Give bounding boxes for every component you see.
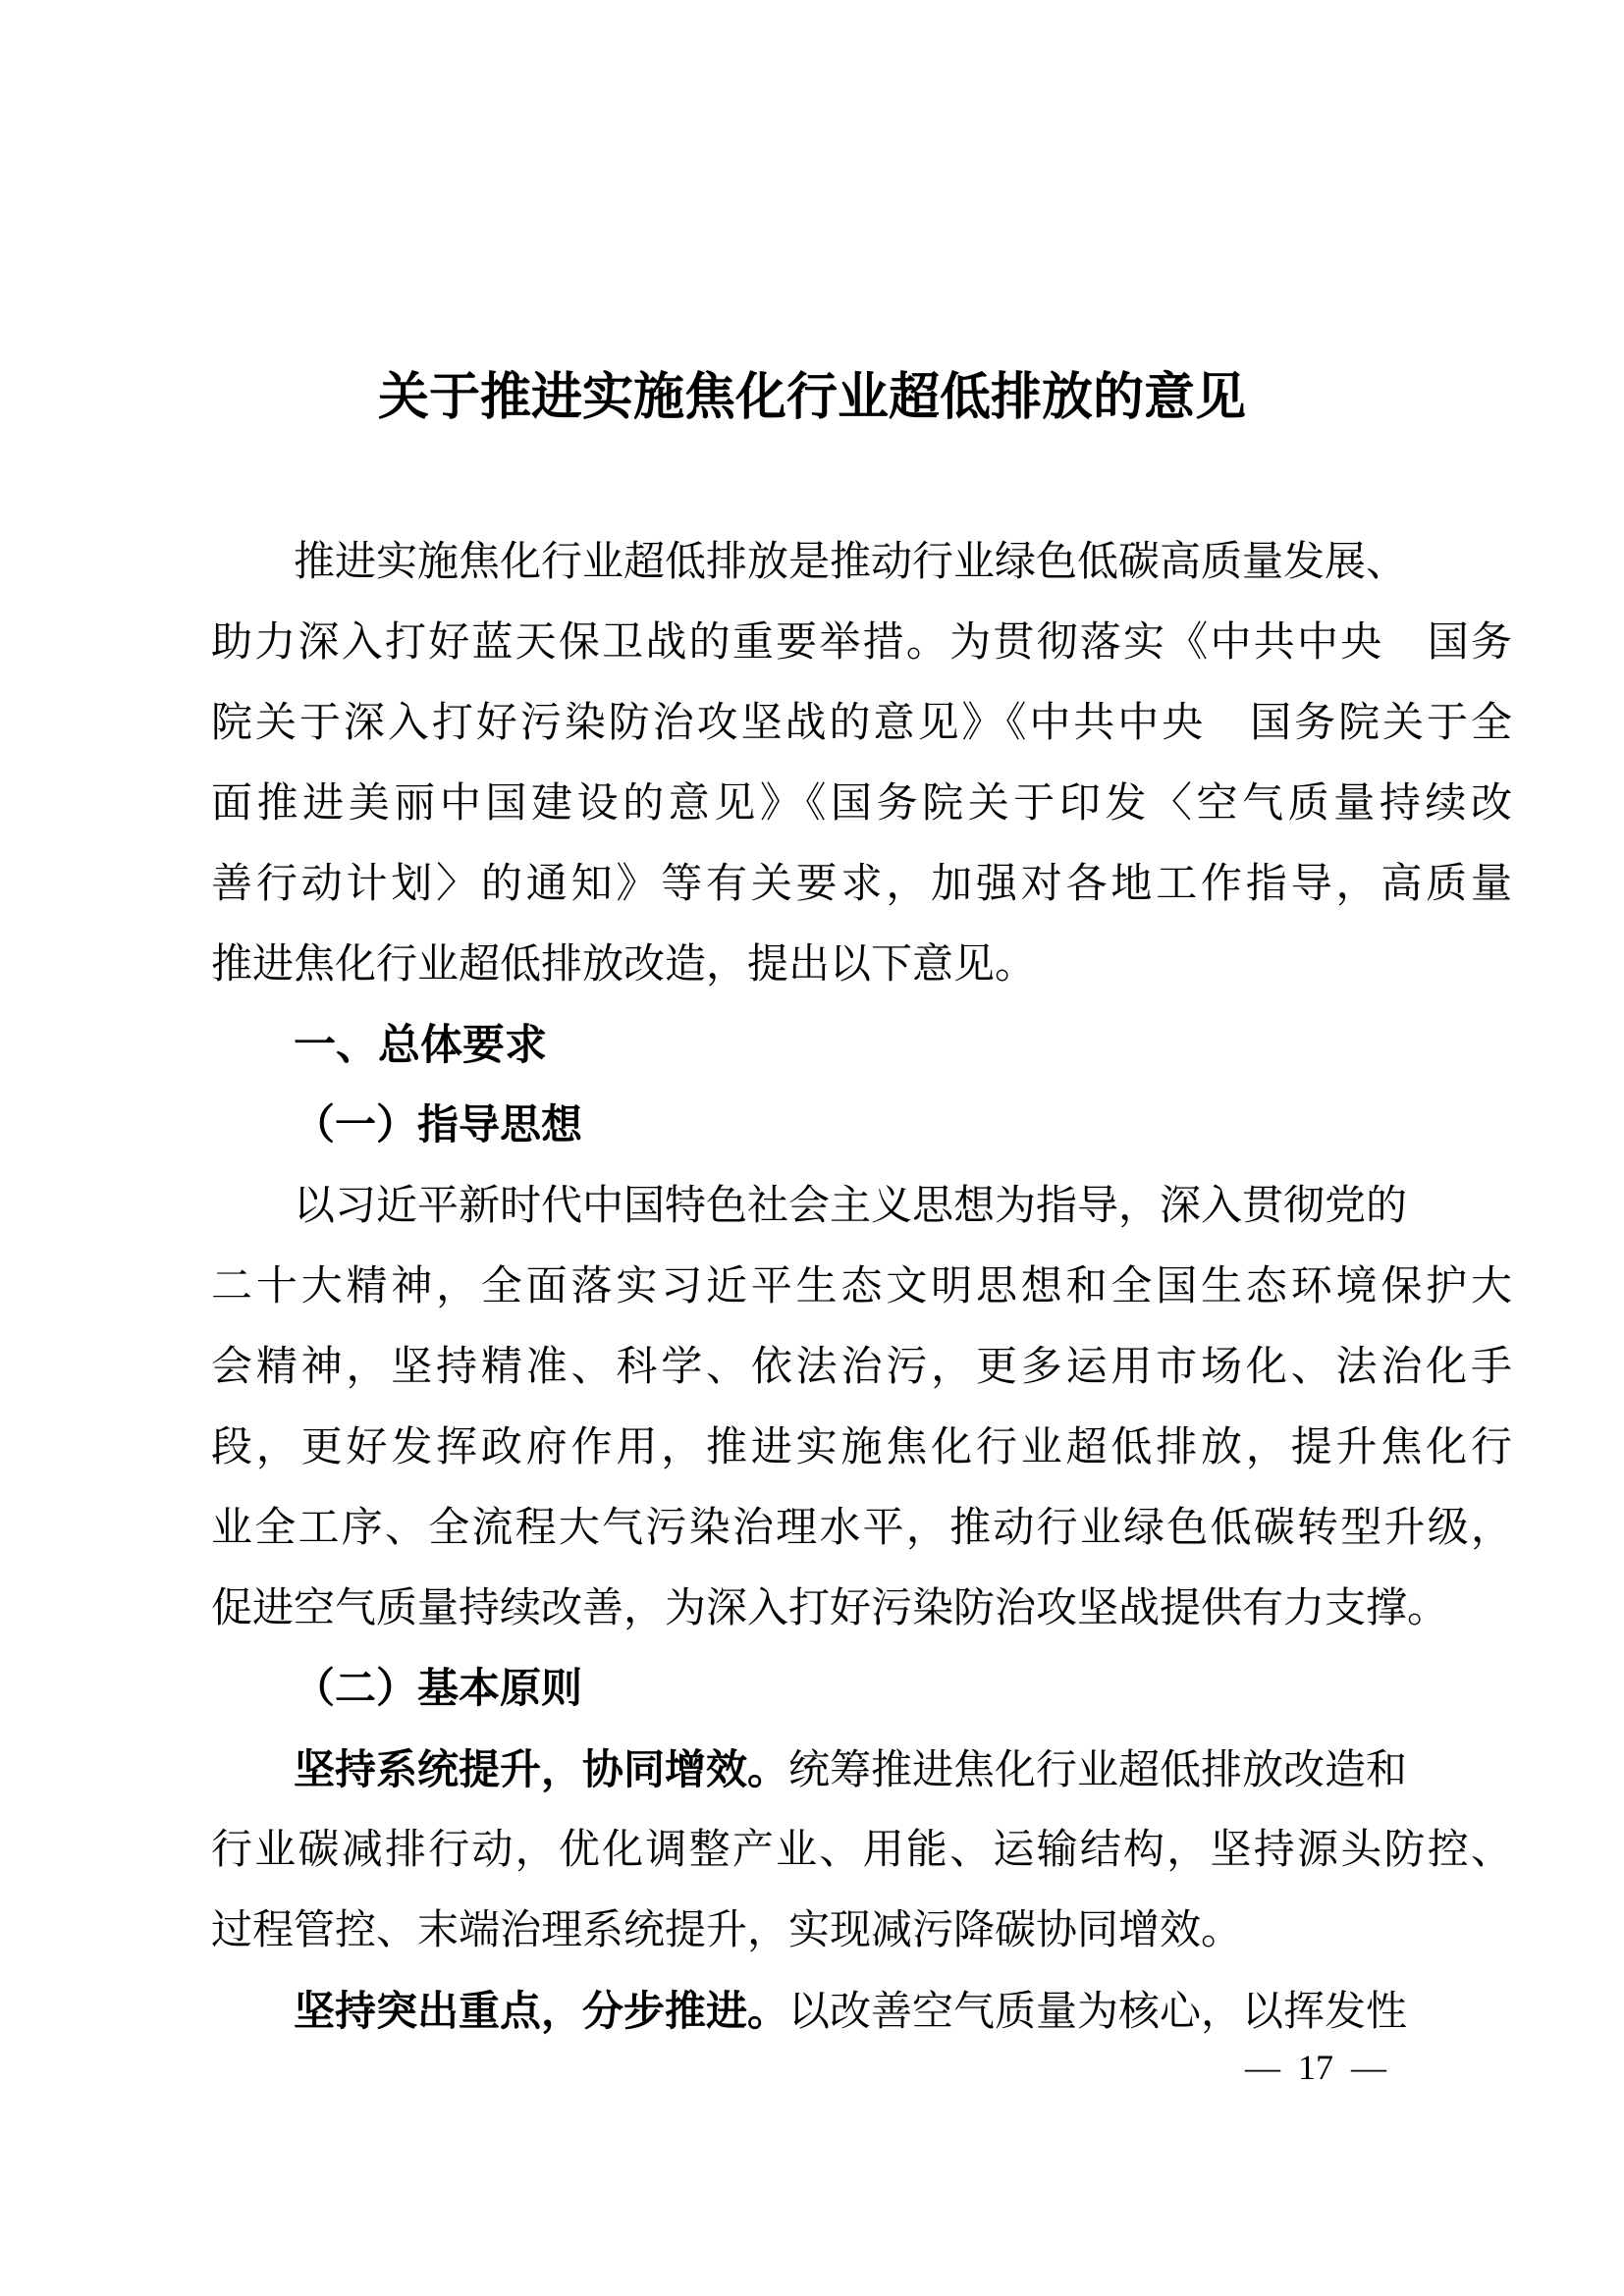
body-line: 行业碳减排行动，优化调整产业、用能、运输结构，坚持源头防控、 xyxy=(211,1828,1512,1873)
body-line: 段，更好发挥政府作用，推进实施焦化行业超低排放，提升焦化行 xyxy=(211,1425,1512,1470)
body-line xyxy=(211,1730,1512,1810)
body-line: 面推进美丽中国建设的意见》《国务院关于印发〈空气质量持续改 xyxy=(211,781,1512,827)
body-line: 推进实施焦化行业超低排放是推动行业绿色低碳高质量发展、 xyxy=(294,540,1408,585)
body-line: 过程管控、末端治理系统提升，实现减污降碳协同增效。 xyxy=(211,1908,1243,1953)
body-text-column xyxy=(211,522,1512,2052)
body-line: 助力深入打好蓝天保卫战的重要举措。为贯彻落实《中共中央 国务 xyxy=(211,620,1512,666)
body-line xyxy=(211,1971,1512,2052)
body-line: 会精神，坚持精准、科学、依法治污，更多运用市场化、法治化手 xyxy=(211,1345,1512,1390)
body-line: 业全工序、全流程大气污染治理水平，推动行业绿色低碳转型升级， xyxy=(211,1506,1512,1551)
bold-lead: 坚持突出重点，分步推进。 xyxy=(294,1988,789,2034)
body-line: 以习近平新时代中国特色社会主义思想为指导，深入贯彻党的 xyxy=(294,1184,1408,1229)
page-footer xyxy=(1245,2044,1386,2091)
page-title: 关于推进实施焦化行业超低排放的意见 xyxy=(377,369,1246,426)
body-line-text: 以改善空气质量为核心，以挥发性 xyxy=(788,1990,1408,2035)
body-line: 院关于深入打好污染防治攻坚战的意见》《中共中央 国务院关于全 xyxy=(211,701,1512,746)
body-line-text: 统筹推进焦化行业超低排放改造和 xyxy=(788,1748,1408,1793)
heading-sub-2: （二）基本原则 xyxy=(294,1667,583,1712)
footer-page-number: 17 xyxy=(1298,2048,1333,2087)
heading-sub-1: （一）指导思想 xyxy=(294,1103,583,1148)
body-line: 善行动计划〉的通知》等有关要求，加强对各地工作指导，高质量 xyxy=(211,862,1512,907)
bold-lead: 坚持系统提升，协同增效。 xyxy=(294,1746,789,1792)
heading-section-1: 一、总体要求 xyxy=(294,1022,547,1069)
footer-dash-right: — xyxy=(1351,2048,1386,2087)
body-line: 推进焦化行业超低排放改造，提出以下意见。 xyxy=(211,942,1037,988)
body-line: 促进空气质量持续改善，为深入打好污染防治攻坚战提供有力支撑。 xyxy=(211,1586,1449,1631)
body-line: 二十大精神，全面落实习近平生态文明思想和全国生态环境保护大 xyxy=(211,1264,1512,1309)
footer-dash-left: — xyxy=(1245,2048,1280,2087)
